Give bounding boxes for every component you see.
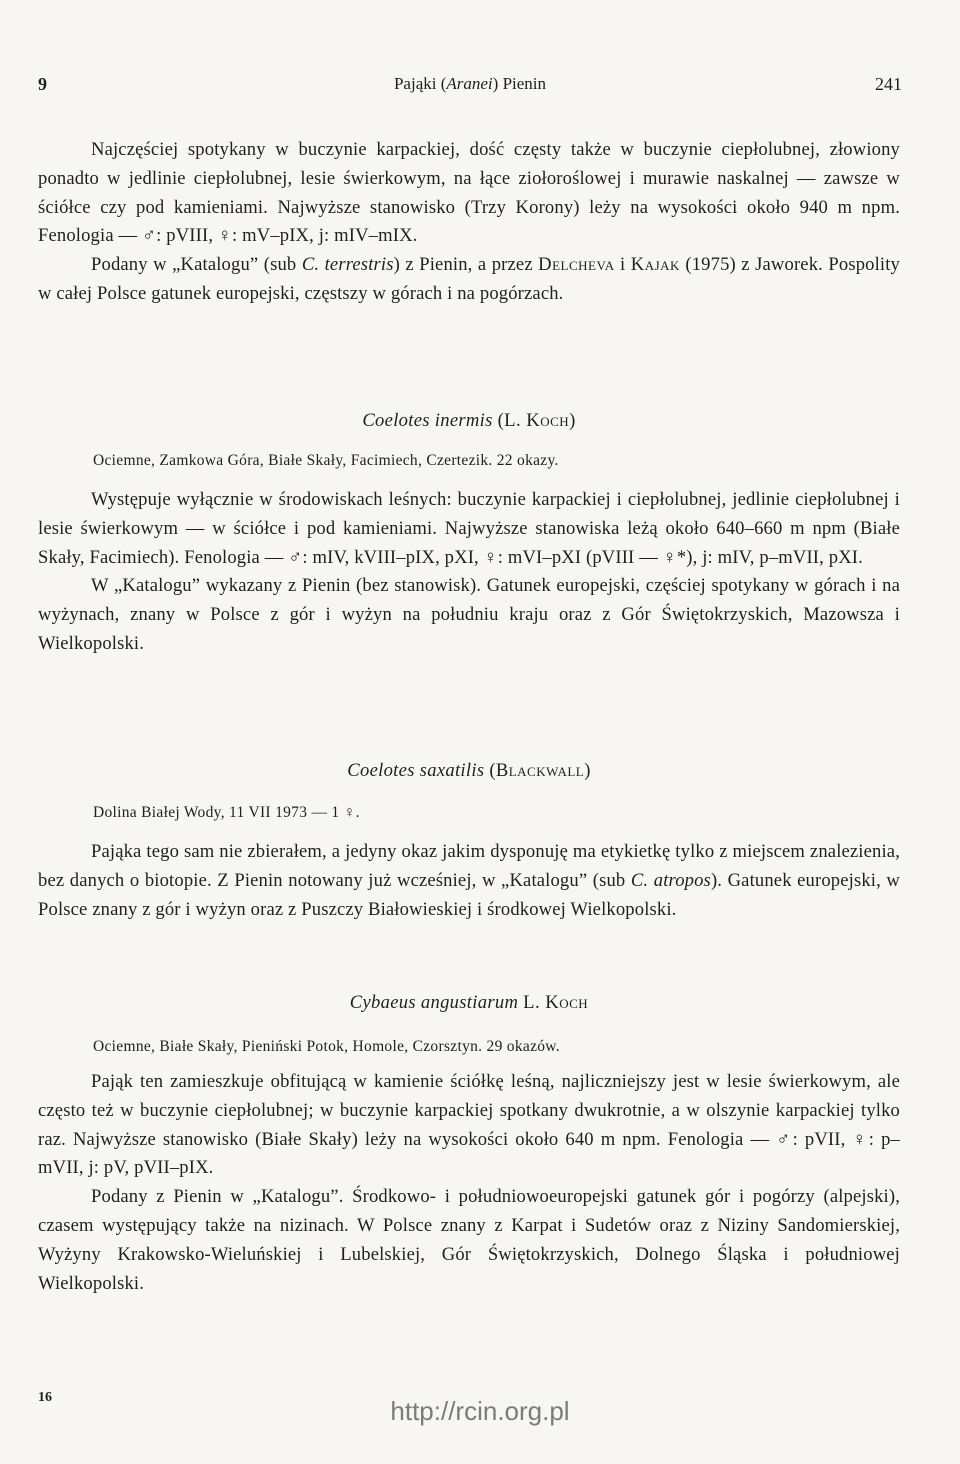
species-description xyxy=(38,838,900,924)
species-heading xyxy=(38,992,900,1014)
species-author: Blackwall xyxy=(495,760,585,781)
paragraph: Najczęściej spotykany w buczynie karpackiej, dość częsty także w buczynie ciepłolubnej, złowiony ponadto w jedlinie ciepłolubnej, lesie świerkowym, na łące ziołoroślowej i murawie naskalnej — zawsze w ściółce czy pod kamieniami. Najwyższe stanowisko (Trzy Korony) leży na wysokości około 940 m npm. Fenologia — ♂: pVIII, ♀: mV–pIX, j: mIV–mIX. xyxy=(38,139,900,247)
paragraph: Podany z Pienin w „Katalogu”. Środkowo- i południowoeuropejski gatunek gór i pogórzy (alpejski), czasem występujący także na nizinach. W Polsce znany z Karpat i Sudetów oraz z Niziny Sandomierskiej, Wyżyny Krakowsko-Wieluńskiej i Lubelskiej, Gór Świętokrzyskich, Dolnego Śląska i południowej Wielkopolski. xyxy=(38,1186,900,1294)
species-heading: Coelotes saxatilis (Blackwall) xyxy=(347,760,591,781)
running-header xyxy=(38,74,902,102)
paragraph: Podany w „Katalogu” (sub C. terrestris) z Pienin, a przez Delcheva i Kajak (1975) z Jaworek. Pospolity w całej Polsce gatunek europejski, częstszy w górach i na pogórzach. xyxy=(38,254,900,304)
paragraph: Występuje wyłącznie w środowiskach leśnych: buczynie karpackiej i ciepłolubnej, jedlinie ciepłolubnej i lesie świerkowym — w ściółce i pod kamieniami. Najwyższe stanowiska leżą około 640–660 m npm (Białe Skały, Facimiech). Fenologia — ♂: mIV, kVIII–pIX, pXI, ♀: mVI–pXI (pVIII — ♀*), j: mIV, p–mVII, pXI. xyxy=(38,489,900,568)
running-title: Pająki (Aranei) Pienin xyxy=(393,74,547,93)
species-heading: Coelotes inermis (L. Koch) xyxy=(362,410,576,431)
species-locality: Ociemne, Zamkowa Góra, Białe Skały, Facimiech, Czertezik. 22 okazy. xyxy=(93,452,559,469)
footer-page-mark: 16 xyxy=(38,1390,52,1405)
species-name: Coelotes saxatilis xyxy=(347,760,485,781)
source-url-watermark: http://rcin.org.pl xyxy=(390,1396,570,1426)
section-continued xyxy=(38,136,900,309)
species-name: Coelotes inermis xyxy=(362,410,493,431)
header-left-number: 9 xyxy=(38,74,47,94)
species-name: Cybaeus angustiarum xyxy=(349,992,519,1013)
paragraph: W „Katalogu” wykazany z Pienin (bez stanowisk). Gatunek europejski, częściej spotykany w górach i na wyżynach, znany w Polsce z gór i wyżyn na południu kraju oraz z Gór Świętokrzyskich, Mazowsza i Wielkopolski. xyxy=(38,575,900,654)
species-description xyxy=(38,486,900,659)
species-author: L. Koch xyxy=(504,410,570,431)
species-description xyxy=(38,1068,900,1298)
page-number: 241 xyxy=(875,74,902,94)
species-locality-block xyxy=(38,452,900,470)
paragraph: Pająk ten zamieszkuje obfitującą w kamienie ściółkę leśną, najliczniejszy jest w lesie świerkowym, ale często też w buczynie ciepłolubnej; w buczynie karpackiej spotkany dwukrotnie, a w olszynie karpackiej tylko raz. Najwyższe stanowisko (Białe Skały) leży na wysokości około 640 m npm. Fenologia — ♂: pVII, ♀: p–mVII, j: pV, pVII–pIX. xyxy=(38,1071,900,1179)
species-locality: Dolina Białej Wody, 11 VII 1973 — 1 ♀. xyxy=(93,804,360,821)
species-locality-block xyxy=(38,804,900,822)
paragraph: Pająka tego sam nie zbierałem, a jedyny okaz jakim dysponuję ma etykietkę tylko z miejscem znalezienia, bez danych o biotopie. Z Pienin notowany już wcześniej, w „Katalogu” (sub C. atropos). Gatunek europejski, w Polsce znany z gór i wyżyn oraz z Puszczy Białowieskiej i środkowej Wielkopolski. xyxy=(38,841,900,920)
species-author: L. Koch xyxy=(523,992,589,1013)
species-locality-block xyxy=(38,1038,900,1056)
species-locality: Ociemne, Białe Skały, Pieniński Potok, Homole, Czorsztyn. 29 okazów. xyxy=(93,1038,560,1055)
